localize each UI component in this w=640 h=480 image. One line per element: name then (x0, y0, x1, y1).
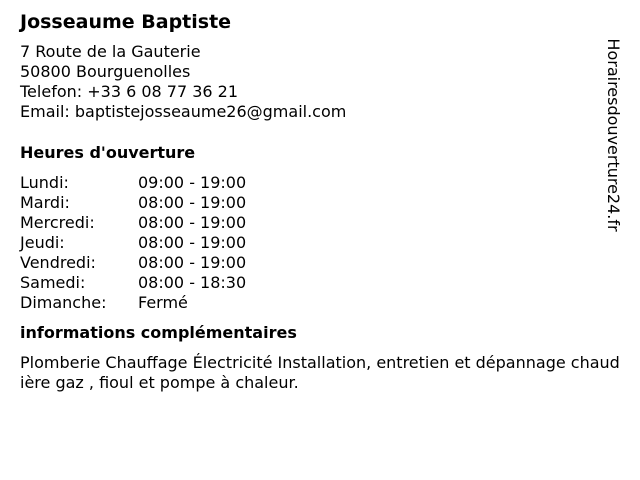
address-city: 50800 Bourguenolles (20, 62, 191, 81)
day-label: Mardi: (20, 193, 70, 212)
day-label: Mercredi: (20, 213, 95, 232)
hours-row-thursday (20, 233, 620, 253)
hours-row-friday (20, 253, 620, 273)
address-block (20, 42, 620, 122)
email-address: Email: baptistejosseaume26@gmail.com (20, 102, 347, 121)
hours-row-sunday (20, 293, 620, 313)
hours-table (20, 173, 620, 313)
business-name: Josseaume Baptiste (20, 11, 232, 33)
day-hours: Fermé (138, 293, 188, 312)
day-hours: 08:00 - 19:00 (138, 193, 247, 212)
day-label: Samedi: (20, 273, 86, 292)
day-label: Vendredi: (20, 253, 96, 272)
business-card (20, 10, 620, 393)
day-hours: 09:00 - 19:00 (138, 173, 247, 192)
day-hours: 08:00 - 19:00 (138, 213, 247, 232)
hours-row-wednesday (20, 213, 620, 233)
hours-row-tuesday (20, 193, 620, 213)
info-description: Plomberie Chauffage Électricité Installation, entretien et dépannage chaudière gaz , fioul et pompe à chaleur. (20, 353, 620, 392)
hours-heading: Heures d'ouverture (20, 143, 196, 162)
day-hours: 08:00 - 19:00 (138, 233, 247, 252)
info-heading: informations complémentaires (20, 323, 297, 342)
day-hours: 08:00 - 19:00 (138, 253, 247, 272)
day-label: Lundi: (20, 173, 69, 192)
watermark-site-name: Horairesdouverture24.fr (604, 38, 623, 232)
day-label: Jeudi: (20, 233, 65, 252)
day-hours: 08:00 - 18:30 (138, 273, 247, 292)
hours-row-monday (20, 173, 620, 193)
address-street: 7 Route de la Gauterie (20, 42, 201, 61)
phone-number: Telefon: +33 6 08 77 36 21 (20, 82, 239, 101)
hours-row-saturday (20, 273, 620, 293)
day-label: Dimanche: (20, 293, 107, 312)
